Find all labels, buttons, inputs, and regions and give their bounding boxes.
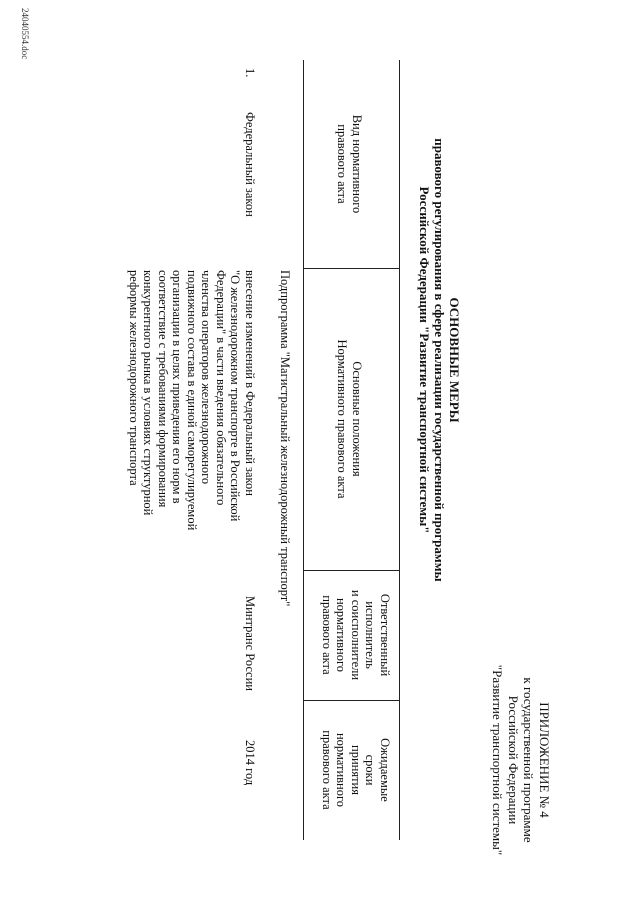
row-kind: Федеральный закон: [243, 112, 257, 217]
provisions-line-5: подвижного состава в единой саморегулируемой: [185, 270, 199, 531]
header-responsible-line-3: и соисполнители: [349, 589, 363, 681]
header-responsible-line-5: правового акта: [320, 595, 334, 675]
header-provisions-line-2: Нормативного правового акта: [335, 339, 350, 499]
appendix-line-1: к государственной программе: [521, 677, 537, 843]
appendix-number: ПРИЛОЖЕНИЕ № 4: [537, 702, 552, 818]
provisions-line-1: внесение изменений в Федеральный закон: [243, 270, 257, 496]
table-top-rule: [399, 60, 400, 840]
header-provisions-line-1: Основные положения: [350, 361, 364, 477]
header-kind-line-1: Вид нормативного: [350, 114, 364, 214]
row-number: 1.: [243, 68, 257, 78]
header-kind-line-2: правового акта: [335, 124, 350, 204]
row-responsible: Минтранс России: [243, 596, 257, 691]
header-responsible: [320, 570, 393, 700]
header-terms-line-2: сроки: [363, 754, 378, 786]
header-responsible-line-1: Ответственный: [378, 593, 392, 677]
doc-id-footer: 24040554.doc: [20, 8, 30, 60]
provisions-line-4: членства операторов железнодорожного: [199, 270, 214, 485]
provisions-line-6: организации в целях приведения его норм в: [170, 270, 185, 504]
header-terms: [320, 700, 393, 840]
header-responsible-line-2: исполнитель: [363, 601, 378, 669]
provisions-line-3: Федерации" в части введения обязательного: [214, 270, 228, 506]
title-main: ОСНОВНЫЕ МЕРЫ: [447, 297, 462, 423]
appendix-header: [490, 640, 552, 880]
provisions-line-8: конкурентного рынка в условиях структурной: [141, 270, 156, 516]
appendix-line-2: Российской Федерации: [506, 695, 521, 825]
header-terms-line-5: правового акта: [320, 730, 334, 810]
subprogram-caption: Подпрограмма "Магистральный железнодорожный транспорт": [278, 270, 292, 607]
row-term: 2014 год: [243, 740, 257, 786]
table-header-bottom-rule: [303, 60, 304, 840]
header-kind: [335, 60, 364, 268]
provisions-line-7: соответствие с требованиями формирования: [156, 270, 170, 508]
row-provisions: [127, 270, 258, 570]
appendix-line-3: "Развитие транспортной системы": [490, 664, 506, 856]
header-terms-line-3: принятия: [349, 745, 363, 795]
title-line-3: Российской Федерации "Развитие транспортной системы": [417, 186, 432, 534]
title-line-2: правового регулирования в сфере реализации государственной программы: [432, 138, 447, 582]
provisions-line-2: "О железнодорожном транспорте в Российской: [228, 270, 243, 522]
header-provisions: [335, 268, 364, 570]
provisions-line-9: реформы железнодорожного транспорта: [127, 270, 141, 486]
document-title: [417, 80, 462, 640]
header-terms-line-1: Ожидаемые: [378, 738, 392, 802]
header-terms-line-4: нормативного: [334, 732, 349, 808]
header-responsible-line-4: нормативного: [334, 597, 349, 673]
